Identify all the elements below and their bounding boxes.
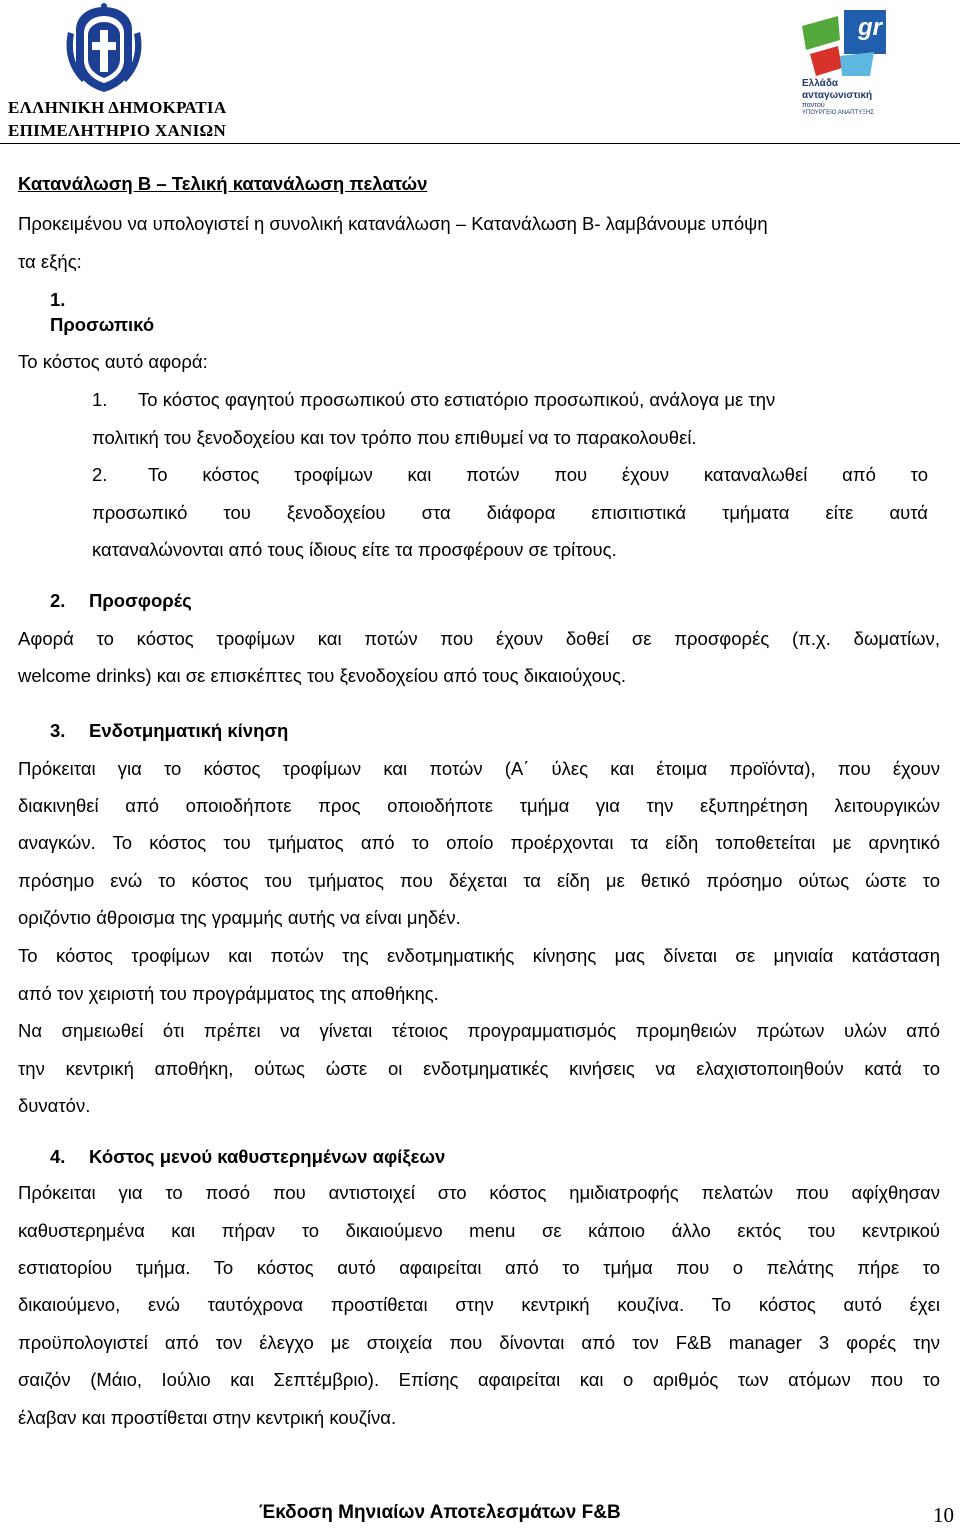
section-3-line-4: πρόσημο ενώ το κόστος του τμήματος που δέχεται τα είδη με θετικό πρόσημο ούτως ώστε το [18, 870, 940, 891]
list-item-1-line-2: πολιτική του ξενοδοχείου και τον τρόπο που επιθυμεί να το παρακολουθεί. [92, 427, 697, 448]
logo-caption-3: παντού [802, 102, 825, 109]
section-4-line-4: δικαιούμενο, ενώ ταυτόχρονα προστίθεται στην κεντρική κουζίνα. Το κόστος αυτό έχει [18, 1294, 940, 1315]
logo-caption-1: Ελλάδα [802, 78, 839, 89]
list-item-2-number: 2. [92, 464, 108, 485]
header-divider [0, 143, 960, 144]
section-3-number: 3. [50, 720, 66, 741]
section-3-title: Ενδοτμηματική κίνηση [89, 720, 289, 741]
list-item-1-line-1: Το κόστος φαγητού προσωπικού στο εστιατόριο προσωπικού, ανάλογα με την [138, 389, 776, 410]
greece-competitive-logo [800, 6, 892, 118]
section-1-number: 1. [50, 289, 66, 310]
section-2-line-2: welcome drinks) και σε επισκέπτες του ξενοδοχείου από τους δικαιούχους. [18, 665, 627, 686]
org-name-line1: ΕΛΛΗΝΙΚΗ ΔΗΜΟΚΡΑΤΙΑ [8, 98, 227, 117]
intro-line-1: Προκειμένου να υπολογιστεί η συνολική κατανάλωση – Κατανάλωση Β- λαμβάνουμε υπόψη [18, 213, 768, 234]
intro-line-2: τα εξής: [18, 251, 82, 272]
section-4-title: Κόστος μενού καθυστερημένων αφίξεων [89, 1146, 446, 1167]
logo-mark-text: gr [858, 14, 882, 41]
section-4-line-1: Πρόκειται για το ποσό που αντιστοιχεί στο κόστος ημιδιατροφής πελατών που αφίχθησαν [18, 1182, 940, 1203]
section-2-title: Προσφορές [89, 590, 192, 611]
section-3-line-3: αναγκών. Το κόστος του τμήματος από το οποίο προέρχονται τα είδη τοποθετείται με αρνητικό [18, 832, 940, 853]
section-4-line-6: σαιζόν (Μάιο, Ιούλιο και Σεπτέμβριο). Επίσης αφαιρείται και ο αριθμός των ατόμων που το [18, 1369, 940, 1390]
section-3-line-6: Το κόστος τροφίμων και ποτών της ενδοτμηματικής κίνησης μας δίνεται σε μηνιαία κατάσταση [18, 945, 940, 966]
section-3-line-7: από τον χειριστή του προγράμματος της αποθήκης. [18, 983, 439, 1004]
org-name-line2: ΕΠΙΜΕΛΗΤΗΡΙΟ ΧΑΝΙΩΝ [8, 121, 227, 140]
page-number: 10 [933, 1503, 954, 1527]
footer-title: Έκδοση Μηνιαίων Αποτελεσμάτων F&B [259, 1502, 621, 1523]
list-item-2-line-1: Το κόστος τροφίμων και ποτών που έχουν καταναλωθεί από το [148, 464, 928, 485]
section-2-number: 2. [50, 590, 66, 611]
section-3-line-10: δυνατόν. [18, 1095, 91, 1116]
logo-caption-2: ανταγωνιστική [802, 90, 873, 101]
list-item-2-line-3: καταναλώνονται από τους ίδιους είτε τα προσφέρουν σε τρίτους. [92, 539, 617, 560]
logo-caption-4: ΥΠΟΥΡΓΕΙΟ ΑΝΑΠΤΥΞΗΣ [802, 110, 875, 116]
section-1-lead: Το κόστος αυτό αφορά: [18, 351, 208, 372]
section-3-line-9: την κεντρική αποθήκη, ούτως ώστε οι ενδοτμηματικές κινήσεις να ελαχιστοποιηθούν κατά το [18, 1058, 940, 1079]
section-4-number: 4. [50, 1146, 66, 1167]
list-item-1-number: 1. [92, 389, 108, 410]
section-3-line-8: Να σημειωθεί ότι πρέπει να γίνεται τέτοιος προγραμματισμός προμηθειών πρώτων υλών από [18, 1020, 940, 1041]
section-4-line-2: καθυστερημένα και πήραν το δικαιούμενο menu σε κάποιο άλλο εκτός του κεντρικού [18, 1220, 940, 1241]
coat-of-arms-icon [60, 2, 148, 94]
section-4-line-5: προϋπολογιστεί από τον έλεγχο με στοιχεία που δίνονται από τον F&B manager 3 φορές την [18, 1332, 940, 1353]
list-item-2-line-2: προσωπικό του ξενοδοχείου στα διάφορα επισιτιστικά τμήματα είτε αυτά [92, 502, 928, 523]
section-title: Κατανάλωση Β – Τελική κατανάλωση πελατών [18, 173, 428, 194]
section-3-line-5: οριζόντιο άθροισμα της γραμμής αυτής να είναι μηδέν. [18, 907, 461, 928]
section-1-title: Προσωπικό [50, 314, 155, 335]
section-2-line-1: Αφορά το κόστος τροφίμων και ποτών που έχουν δοθεί σε προσφορές (π.χ. δωματίων, [18, 628, 940, 649]
section-4-line-3: εστιατορίου τμήμα. Το κόστος αυτό αφαιρείται από το τμήμα που ο πελάτης πήρε το [18, 1257, 940, 1278]
section-3-line-1: Πρόκειται για το κόστος τροφίμων και ποτών (Α΄ ύλες και έτοιμα προϊόντα), που έχουν [18, 758, 940, 779]
section-4-line-7: έλαβαν και προστίθεται στην κεντρική κουζίνα. [18, 1407, 397, 1428]
section-3-line-2: διακινηθεί από οποιοδήποτε προς οποιοδήποτε τμήμα για την εξυπηρέτηση λειτουργικών [18, 795, 940, 816]
